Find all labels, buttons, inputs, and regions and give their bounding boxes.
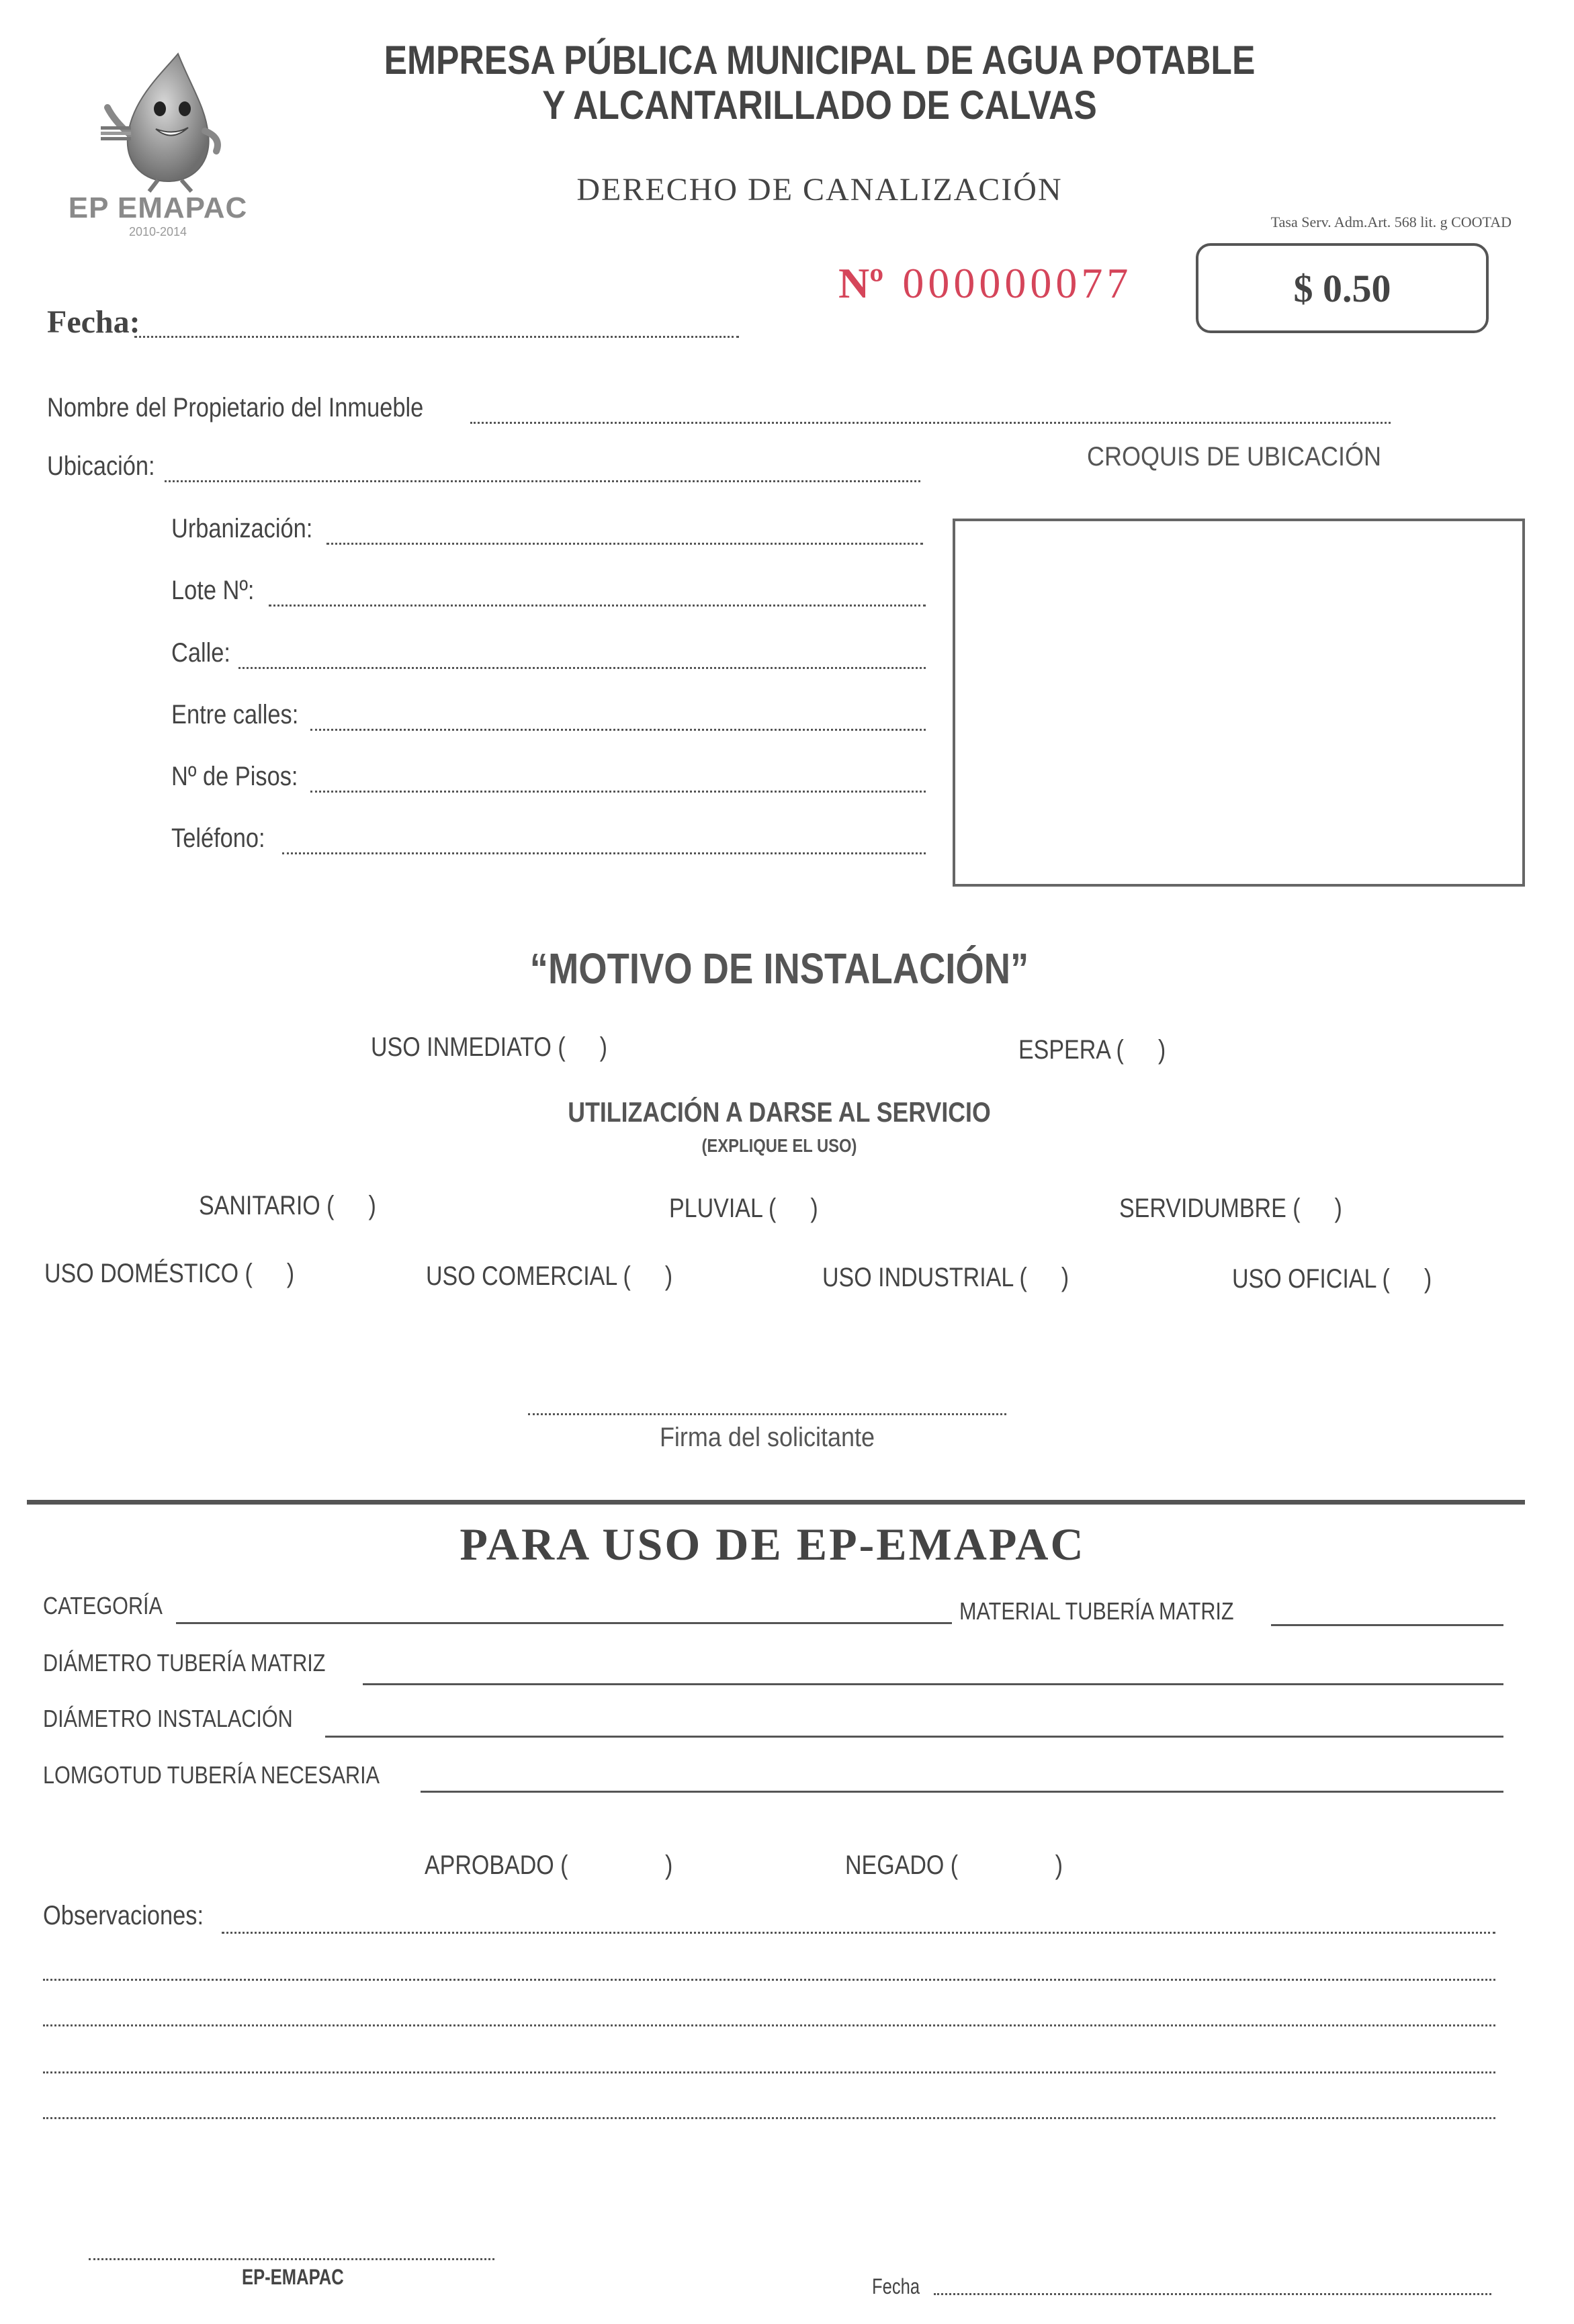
option-label: USO INMEDIATO ( [371,1032,566,1062]
price-value: $ 0.50 [1293,266,1391,310]
diametro-instalacion-label: DIÁMETRO INSTALACIÓN [43,1705,293,1732]
owner-name-field[interactable] [470,422,1391,424]
observaciones-line-4[interactable] [43,2071,1495,2073]
entre-calles-field[interactable] [310,729,926,731]
close-paren: ) [1061,1263,1069,1292]
observaciones-label: Observaciones: [43,1901,204,1930]
close-paren: ) [1055,1850,1063,1880]
option-label: ESPERA ( [1018,1035,1124,1065]
option-pluvial[interactable] [669,1194,818,1224]
close-paren: ) [664,1261,673,1291]
option-servidumbre[interactable] [1119,1194,1342,1224]
urbanizacion-field[interactable] [326,543,923,545]
motivo-title: “MOTIVO DE INSTALACIÓN” [529,944,1029,993]
lote-label: Lote Nº: [171,576,255,605]
approval-fecha-field[interactable] [934,2293,1491,2295]
croquis-sketch-area[interactable] [953,519,1525,887]
option-label: USO INDUSTRIAL ( [822,1263,1027,1292]
emapac-signature-label: EP-EMAPAC [242,2265,344,2289]
longitud-label: LOMGOTUD TUBERÍA NECESARIA [43,1761,380,1789]
option-uso-comercial[interactable] [426,1261,672,1292]
owner-name-label: Nombre del Propietario del Inmueble [47,393,424,422]
option-uso-industrial[interactable] [822,1263,1069,1293]
folio-value: 000000077 [902,259,1133,307]
close-paren: ) [1424,1264,1432,1294]
section-divider [27,1500,1525,1505]
pisos-field[interactable] [310,791,926,793]
observaciones-line-5[interactable] [43,2117,1495,2119]
telefono-field[interactable] [282,852,926,854]
emapac-signature-field[interactable] [89,2258,494,2260]
close-paren: ) [368,1191,376,1220]
pisos-label: Nº de Pisos: [171,762,298,791]
fecha-label: Fecha: [47,304,140,340]
ubicacion-label: Ubicación: [47,451,155,481]
option-label: SANITARIO ( [199,1191,335,1220]
calle-label: Calle: [171,638,230,668]
option-aprobado[interactable] [425,1850,672,1881]
diametro-instalacion-field[interactable] [325,1736,1503,1738]
water-drop-mascot-icon [60,47,255,195]
approval-fecha-label: Fecha [872,2274,920,2298]
option-negado[interactable] [845,1850,1063,1881]
option-label: USO DOMÉSTICO ( [44,1259,253,1288]
urbanizacion-label: Urbanización: [171,514,313,543]
price-box [1196,243,1489,333]
observaciones-line-1[interactable] [222,1932,1495,1934]
internal-section-title: PARA USO DE EP-EMAPAC [460,1519,1086,1570]
form-title: DERECHO DE CANALIZACIÓN [576,172,1063,208]
close-paren: ) [664,1850,673,1880]
telefono-label: Teléfono: [171,823,265,853]
lote-field[interactable] [269,605,926,607]
logo-years: 2010-2014 [128,225,187,238]
close-paren: ) [286,1259,295,1288]
option-label: USO OFICIAL ( [1232,1264,1390,1294]
observaciones-line-3[interactable] [43,2024,1495,2026]
option-espera[interactable] [1018,1035,1166,1065]
applicant-signature-field[interactable] [528,1413,1006,1415]
categoria-label: CATEGORÍA [43,1592,163,1619]
material-label: MATERIAL TUBERÍA MATRIZ [959,1597,1234,1625]
close-paren: ) [810,1194,818,1223]
applicant-signature-label: Firma del solicitante [659,1423,875,1452]
diametro-matriz-label: DIÁMETRO TUBERÍA MATRIZ [43,1649,326,1677]
organization-title-line2: Y ALCANTARILLADO DE CALVAS [542,83,1097,128]
categoria-field[interactable] [176,1622,952,1624]
folio-number [838,259,1132,308]
utilizacion-hint: (EXPLIQUE EL USO) [701,1135,857,1156]
material-field[interactable] [1271,1624,1503,1626]
utilizacion-title: UTILIZACIÓN A DARSE AL SERVICIO [568,1096,991,1128]
close-paren: ) [1334,1194,1342,1223]
tasa-note: Tasa Serv. Adm.Art. 568 lit. g COOTAD [1270,214,1512,230]
close-paren: ) [599,1032,607,1062]
option-label: NEGADO ( [845,1850,959,1880]
ubicacion-field[interactable] [165,480,920,482]
calle-field[interactable] [238,667,926,669]
logo-text: EP EMAPAC [68,191,248,224]
option-label: USO COMERCIAL ( [426,1261,631,1291]
close-paren: ) [1157,1035,1166,1065]
option-sanitario[interactable] [199,1191,376,1221]
croquis-label: CROQUIS DE UBICACIÓN [1087,442,1382,472]
option-label: PLUVIAL ( [669,1194,777,1223]
option-label: APROBADO ( [425,1850,568,1880]
observaciones-line-2[interactable] [43,1979,1495,1981]
longitud-field[interactable] [421,1791,1503,1793]
option-uso-domestico[interactable] [44,1259,294,1289]
option-uso-inmediato[interactable] [371,1032,607,1063]
folio-prefix: Nº [838,259,884,307]
fecha-field[interactable] [134,336,739,338]
organization-title-line1: EMPRESA PÚBLICA MUNICIPAL DE AGUA POTABLE [384,38,1256,83]
entre-calles-label: Entre calles: [171,700,299,729]
option-label: SERVIDUMBRE ( [1119,1194,1301,1223]
option-uso-oficial[interactable] [1232,1264,1432,1294]
diametro-matriz-field[interactable] [363,1683,1503,1685]
